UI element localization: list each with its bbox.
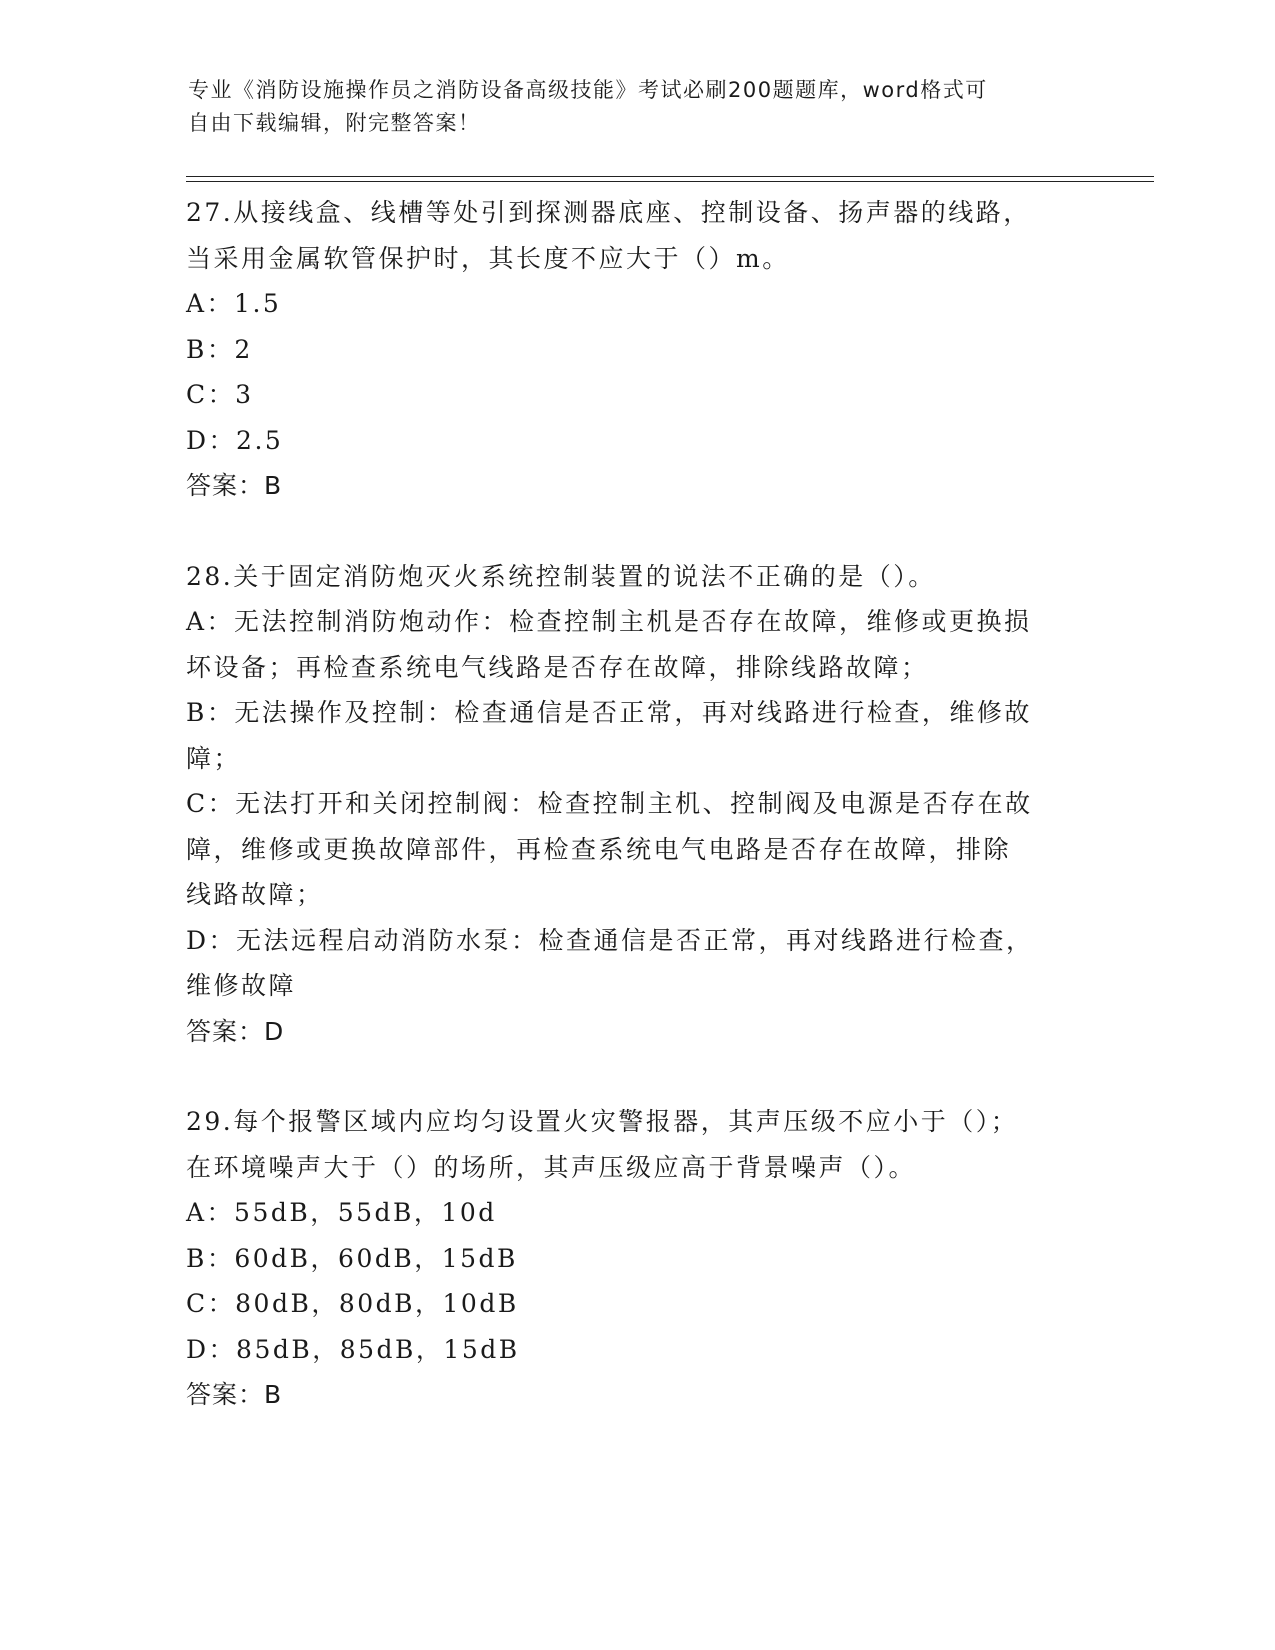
option-a-continued: 坏设备；再检查系统电气线路是否存在故障，排除线路故障； <box>186 652 929 682</box>
option-c: C：3 <box>186 380 254 409</box>
option-b: B：2 <box>186 334 253 364</box>
option-b: B：无法操作及控制：检查通信是否正常，再对线路进行检查，维修故 <box>186 698 1032 727</box>
question-28 <box>186 554 1086 1055</box>
option-b-continued: 障； <box>186 743 242 773</box>
option-d: D：无法远程启动消防水泵：检查通信是否正常，再对线路进行检查， <box>186 925 1034 955</box>
question-list <box>186 190 1086 1418</box>
question-stem: 当采用金属软管保护时，其长度不应大于（）m。 <box>186 243 790 273</box>
question-stem: 29.每个报警区域内应均匀设置火灾警报器，其声压级不应小于（）； <box>186 1107 1019 1136</box>
question-stem: 28.关于固定消防炮灭火系统控制装置的说法不正确的是（）。 <box>186 561 936 591</box>
option-b: B：60dB，60dB，15dB <box>186 1243 518 1273</box>
answer: 答案：D <box>186 1016 285 1046</box>
document-header <box>188 74 1088 140</box>
option-c-continued: 障，维修或更换故障部件，再检查系统电气电路是否存在故障，排除 <box>186 834 1012 864</box>
answer: 答案：B <box>186 471 283 500</box>
option-d-continued: 维修故障 <box>186 971 297 1000</box>
option-a: A：1.5 <box>186 289 282 318</box>
option-c: C：80dB，80dB，10dB <box>186 1289 519 1318</box>
answer: 答案：B <box>186 1380 283 1409</box>
option-c-continued: 线路故障； <box>186 880 324 909</box>
option-c: C：无法打开和关闭控制阀：检查控制主机、控制阀及电源是否存在故 <box>186 789 1033 818</box>
option-d: D：2.5 <box>186 425 284 455</box>
header-divider <box>186 176 1154 177</box>
header-line: 自由下载编辑，附完整答案！ <box>188 111 481 135</box>
question-29 <box>186 1099 1086 1418</box>
option-d: D：85dB，85dB，15dB <box>186 1334 520 1364</box>
header-line: 专业《消防设施操作员之消防设备高级技能》考试必刷200题题库，word格式可 <box>188 78 988 102</box>
question-stem: 在环境噪声大于（）的场所，其声压级应高于背景噪声（）。 <box>186 1152 917 1182</box>
option-a: A：55dB，55dB，10d <box>186 1198 497 1227</box>
question-27 <box>186 190 1086 509</box>
question-stem: 27.从接线盒、线槽等处引到探测器底座、控制设备、扬声器的线路， <box>186 198 1031 227</box>
option-a: A：无法控制消防炮动作：检查控制主机是否存在故障，维修或更换损 <box>186 607 1032 636</box>
header-divider <box>186 181 1154 182</box>
